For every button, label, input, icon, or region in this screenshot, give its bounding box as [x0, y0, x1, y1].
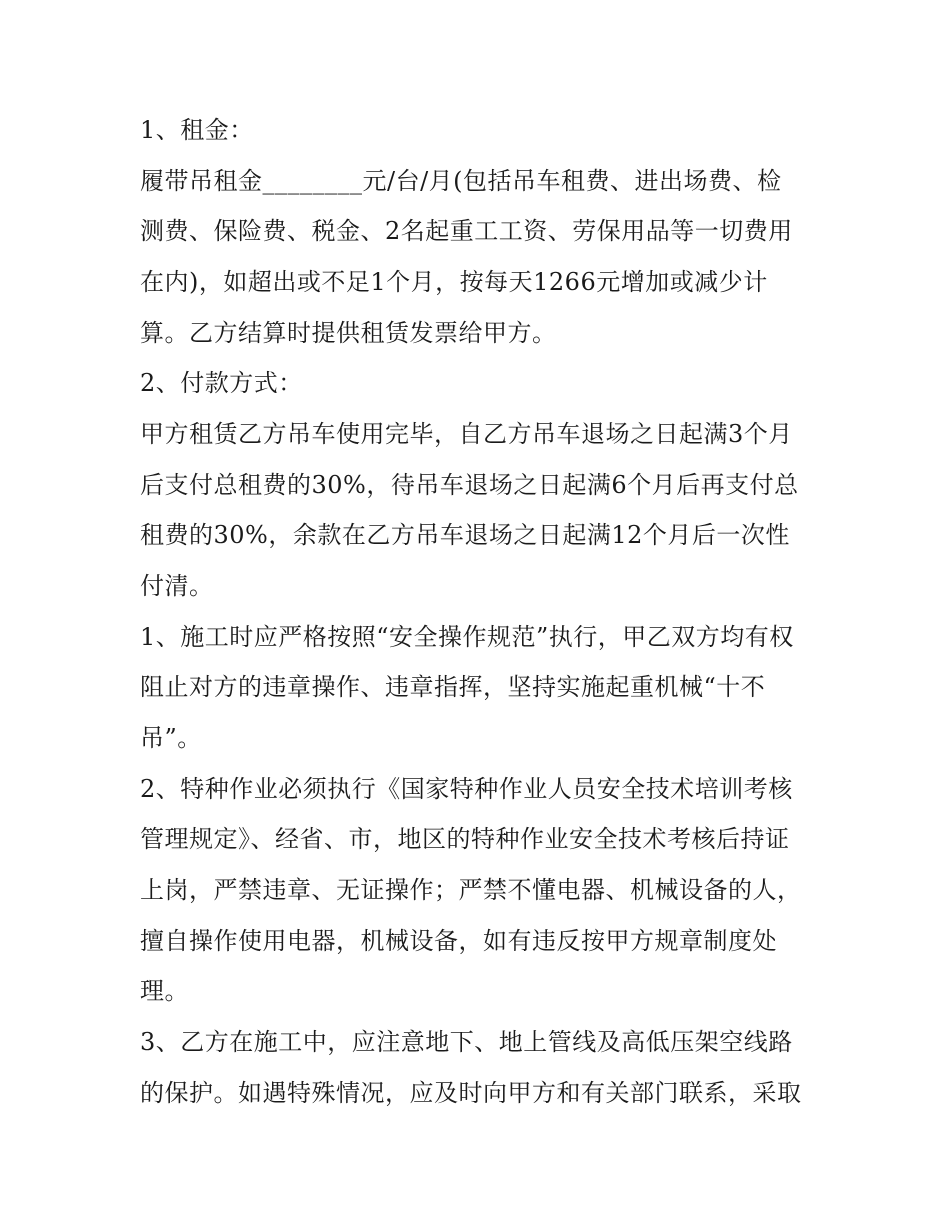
- paragraph-line: 阻止对方的违章操作、违章指挥，坚持实施起重机械“十不: [140, 673, 766, 701]
- paragraph-line: 管理规定》、经省、市，地区的特种作业安全技术考核后持证: [140, 825, 790, 853]
- paragraph-line: 上岗，严禁违章、无证操作；严禁不懂电器、机械设备的人，: [140, 876, 802, 904]
- paragraph-line: 3、乙方在施工中，应注意地下、地上管线及高低压架空线路: [140, 1028, 793, 1056]
- section-heading-rent: 1、租金：: [140, 116, 254, 144]
- paragraph-line: 1、施工时应严格按照“安全操作规范”执行，甲乙双方均有权: [140, 623, 794, 651]
- paragraph-line: 租费的30%，余款在乙方吊车退场之日起满12个月后一次性: [140, 521, 790, 549]
- paragraph-line: 吊”。: [140, 724, 202, 752]
- paragraph-line: 在内)，如超出或不足1个月，按每天1266元增加或减少计: [140, 268, 768, 296]
- paragraph-line: 测费、保险费、税金、2名起重工工资、劳保用品等一切费用: [140, 217, 793, 245]
- paragraph-line: 擅自操作使用电器，机械设备，如有违反按甲方规章制度处: [140, 927, 777, 955]
- paragraph-line: 后支付总租费的30%，待吊车退场之日起满6个月后再支付总: [140, 471, 799, 499]
- paragraph-line: 甲方租赁乙方吊车使用完毕，自乙方吊车退场之日起满3个月: [140, 420, 793, 448]
- paragraph-line: 的保护。如遇特殊情况，应及时向甲方和有关部门联系，采取: [140, 1079, 802, 1107]
- paragraph-line: 理。: [140, 977, 189, 1005]
- paragraph-line: 2、特种作业必须执行《国家特种作业人员安全技术培训考核: [140, 775, 793, 803]
- section-heading-payment: 2、付款方式：: [140, 369, 303, 397]
- paragraph-line: 算。乙方结算时提供租赁发票给甲方。: [140, 319, 557, 347]
- paragraph-line: 履带吊租金________元/台/月(包括吊车租费、进出场费、检: [140, 167, 782, 195]
- paragraph-line: 付清。: [140, 572, 214, 600]
